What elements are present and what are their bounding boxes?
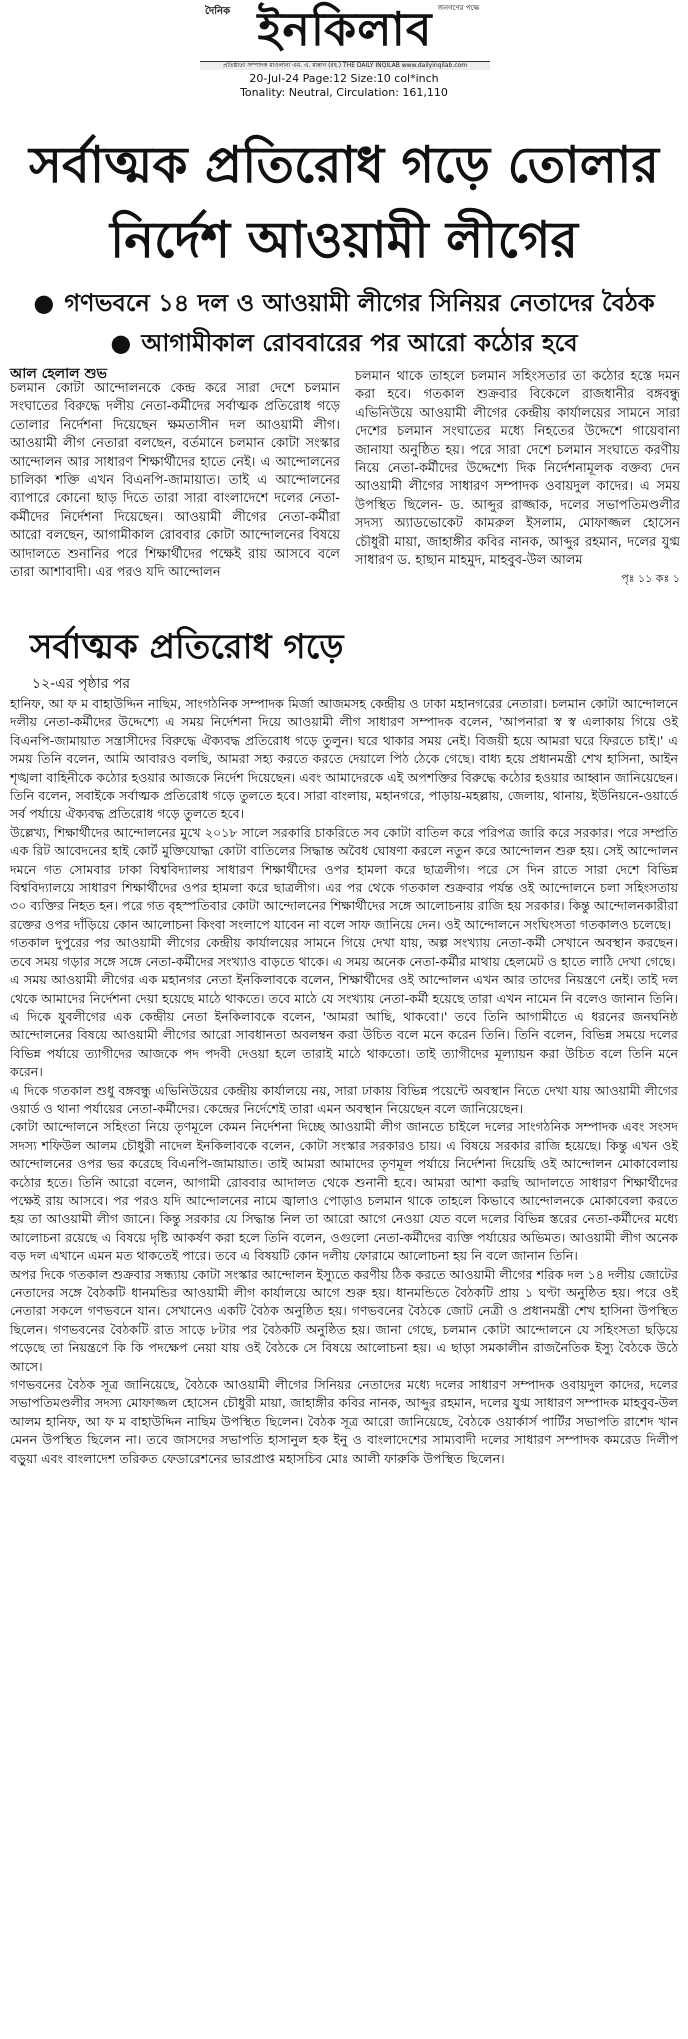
article-column-left [10,380,340,582]
clip-meta-tonality: Tonality: Neutral, Circulation: 161,110 [240,86,448,99]
article-paragraph: চলমান কোটা আন্দোলনকে কেন্দ্র করে সারা দেশে চলমান সংঘাতের বিরুদ্ধে দলীয় নেতা-কর্মীদের সর্বাত্মক প্রতিরোধ গড়ে তোলার নির্দেশনা দিয়েছেন ক্ষমতাসীন দল আওয়ামী লীগ। আওয়ামী লীগ নেতারা বলছেন, বর্তমানে চলমান কোটা সংস্কার আন্দোলন আর সাধারণ শিক্ষার্থীদের হাতে নেই। এ আন্দোলনের চালিকা শক্তি এখন বিএনপি-জামায়াত। তাই এ আন্দোলনের ব্যাপারে কোনো ছাড় দিতে তারা সারা বাংলাদেশে দলের নেতা-কর্মীদের নির্দেশনা দিয়েছেন। আওয়ামী লীগের নেতা-কর্মীরা আরো বলছেন, আগামীকাল রোববার কোটা আন্দোলনের বিষয়ে আদালতে শুনানির পরে শিক্ষার্থীদের পক্ষেই রায় আসবে বলে তারা আশাবাদী। এর পরও যদি আন্দোলন [10,381,340,581]
bullet-icon: ● [110,329,132,357]
article-paragraph: চলমান থাকে তাহলে চলমান সহিংসতার তা কঠোর হস্তে দমন করা হবে। গতকাল শুক্রবার বিকেলে রাজধানীর বঙ্গবন্ধু এভিনিউয়ে আওয়ামী লীগের কেন্দ্রীয় কার্যালয়ের সামনে সারা দেশের চলমান সংঘাতের মধ্যে নিহতের উদ্দেশে গায়েবানা জানাযা অনুষ্ঠিত হয়। পরে সারা দেশে চলমান সংঘাতে করণীয় নিয়ে নেতা-কর্মীদের উদ্দেশ্যে দিক নির্দেশনামূলক বক্তব্য দেন আওয়ামী লীগের সাধারণ সম্পাদক ওবায়দুল কাদের। এ সময় উপস্থিত ছিলেন- ড. আব্দুর রাজ্জাক, দলের সভাপতিমণ্ডলীর সদস্য অ্যাডভোকেট কামরুল ইসলাম, মোফাজ্জল হোসেন চৌধুরী মায়া, জাহাঙ্গীর কবির নানক, আব্দুর রহমান, দলের যুগ্ম সাধারণ ড. হাছান মাহমুদ, মাহবুব-উল আলম [355,369,680,569]
headline-line-2: নির্দেশ আওয়ামী লীগের [110,210,578,269]
subheadline-1-text: গণভবনে ১৪ দল ও আওয়ামী লীগের সিনিয়র নেতাদের বৈঠক [64,289,655,317]
body-paragraph: এ দিকে গতকাল শুধু বঙ্গবন্ধু এভিনিউয়ের কেন্দ্রীয় কার্যালয়ে নয়, সারা ঢাকায় বিভিন্ন পয়েন্টে অবস্থান নিতে দেখা যায় আওয়ামী লীগের ওয়ার্ড ও থানা পর্যায়ের নেতা-কর্মীদের। কেন্দ্রের নির্দেশেই তারা এমন অবস্থান নিয়েছেন বলে জানিয়েছেন। [10,1082,678,1116]
subheadline-2 [0,327,688,359]
byline: আল হেলাল শুভ [10,366,107,382]
body-paragraph: কোটা আন্দোলনে সহিংতা নিয়ে তৃণমূলে কেমন নির্দেশনা দিচ্ছে আওয়ামী লীগ জানতে চাইলে দলের সাংগঠনিক সম্পাদক এবং সংসদ সদস্য শফিউল আলম চৌধুরী নাদেল ইনকিলাবকে বলেন, কোটা সংস্কার সরকারও চায়। এ বিষয়ে সরকার রাজি হয়েছে। কিন্তু এখন ওই আন্দোলনের ওপর ভর করেছে বিএনপি-জামায়াত। তাই আমরা আমাদের তৃণমূল পর্যায়ে নির্দেশনা দিয়েছি ওই আন্দোলন মোকাবেলায় কঠোর হতে। তিনি আরো বলেন, আগামী রোববার আদালত থেকে শুনানী হবে। আমরা আশা করছি আদালতে সাধারণ শিক্ষার্থীদের পক্ষেই রায় আসবে। পর পরও যদি আন্দোলনের নামে জ্বালাও পোড়াও চলমান থাকে তাহলে কিভাবে আন্দোলনকে মোকাবেলা করতে হয় তা আওয়ামী লীগ জানে। কিন্তু সরকার যে সিদ্ধান্ত নিল তা আরো আগে নেওয়া যেত বলে দলের বিভিন্ন স্তরের নেতা-কর্মীদের মধ্যে আলোচনা রয়েছে এ বিষয়ে দৃষ্টি আকর্ষণ করা হলে তিনি বলেন, ওগুলো নেতা-কর্মীদের ব্যক্তি পর্যায়ের অভিমত। আওয়ামী লীগ অনেক বড় দল এখানে এমন মত থাকতেই পারে। তবে এ বিষয়টি কোন দলীয় ফোরামে আলোচনা হয় নি বলে জানান তিনি। [10,1119,678,1264]
logo-band: প্রতিষ্ঠাতা সম্পাদক মাওলানা এম. এ. মান্নান (রহ.) THE DAILY INQILAB www.dailyinqilab.com [200,61,490,70]
masthead [0,0,688,110]
continuation-reference: পৃঃ ১১ কঃ ১ [621,572,680,586]
logo-title: ইনকিলাব [257,2,433,56]
continuation-headline: সর্বাত্মক প্রতিরোধ গড়ে [30,627,344,667]
body-paragraph: গণভবনের বৈঠক সূত্র জানিয়েছে, বৈঠকে আওয়ামী লীগের সিনিয়র নেতাদের মধ্যে দলের সাধারণ সম্পাদক ওবায়দুল কাদের, দলের সভাপতিমণ্ডলীর সদস্য মোফাজ্জল হোসেন চৌধুরী মায়া, জাহাঙ্গীর কবির নানক, আব্দুর রহমান, দলের যুগ্ম সাধারণ সম্পাদক মাহবুব-উল আলম হানিফ, আ ফ ম বাহাউদ্দিন নাছিম উপস্থিত ছিলেন। বৈঠক সূত্র আরো জানিয়েছে, বৈঠকে ওয়ার্কার্স পার্টির সভাপতি রাশেদ খান মেনন উপস্থিত ছিলেন না। তবে জাসদের সভাপতি হাসানুল হক ইনু ও বাংলাদেশের সাম্যবাদী দলের সাধারণ সম্পাদক কমরেড দিলীপ বড়ুয়া এবং বাংলাদেশ তরিকত ফেডারেশনের ভারপ্রাপ্ত মহাসচিব মোঃ আলী ফারুকি উপস্থিত ছিলেন। [10,1377,678,1466]
logo-tagline: জনগণের পক্ষে [437,4,479,12]
body-paragraph: এ সময় আওয়ামী লীগের এক মহানগর নেতা ইনকিলাবকে বলেন, শিক্ষার্থীদের ওই আন্দোলন এখন আর তাদের নিয়ন্ত্রণে নেই। তাই দল থেকে আমাদের নির্দেশনা দেয়া হয়েছে মাঠে থাকতে। তবে মাঠে যে সংখ্যায় নেতা-কর্মী হয়েছে তারা এখন নামেন নি বলেও জানান তিনি। এ দিকে যুবলীগের এক কেন্দ্রীয় নেতা ইনকিলাবকে বলেন, 'আমরা আছি, থাকবো।' তবে তিনি আগামীতে এ ধরনের জনঘনিষ্ঠ আন্দোলনের বিষয়ে আওয়ামী লীগের আরো সাবধানতা অবলম্বন করা উচিত বলে মনে করেন তিনি। তিনি বলেন, বিভিন্ন সময়ে দলের বিভিন্ন পর্যায়ে ত্যাগীদের আজকে পদ পদবী দেওয়া হলে তারাই মাঠে থাকতো। তাই ত্যাগীদের মূল্যায়ন করা উচিত বলে তিনি মনে করেন। [10,972,678,1080]
body-paragraph: উল্লেখ্য, শিক্ষার্থীদের আন্দোলনের মুখে ২০১৮ সালে সরকারি চাকরিতে সব কোটা বাতিল করে পরিপত্র জারি করে সরকার। পরে সম্প্রতি এক রিট আবেদনের হাই কোর্ট মুক্তিযোদ্ধা কোটা বাতিলের সিদ্ধান্ত অবৈধ ঘোষণা করলে নতুন করে আন্দোলন শুরু হয়। সেই আন্দোলন দমনে গত সোমবার ঢাকা বিশ্ববিদ্যালয় সাধারণ শিক্ষার্থীদের ওপর হামলা করে ছাত্রলীগ। পরে সে দিন রাতে সারা দেশে বিভিন্ন বিশ্ববিদ্যালয়ে সাধারণ শিক্ষার্থীদের ওপর হামলা করে ছাত্রলীগ। এর পর থেকে গতকাল শুক্রবার পর্যন্ত ওই আন্দোলনে চলা সহিংসতায় ৩০ ব্যক্তির নিহত হন। পরে গত বৃহস্পতিবার কোটা আন্দোলনের শিক্ষার্থীদের সঙ্গে আলোচনায় রাজি হয় সরকার। কিন্তু আন্দোলনকারীরা রক্তের ওপর দাঁড়িয়ে কোন আলোচনা কিংবা সংলাপে যাবেন না বলে সাফ জানিয়ে দেন। ওই আন্দোলনে সংঘিংসতা গতকালও চলেছে। [10,824,678,932]
logo-kicker: দৈনিক [205,6,231,17]
subheadline-1 [0,287,688,319]
clip-meta-date-page: 20-Jul-24 Page:12 Size:10 col*inch [249,72,439,85]
newspaper-logo [205,0,485,62]
headline-line-1: সর্বাত্মক প্রতিরোধ গড়ে তোলার [28,135,660,194]
body-paragraph: অপর দিকে গতকাল শুক্রবার সন্ধ্যায় কোটা সংস্কার আন্দোলন ইস্যুতে করণীয় ঠিক করতে আওয়ামী লীগের শরিক দল ১৪ দলীয় জোটের নেতাদের সঙ্গে বৈঠকটি ধানমন্ডির আওয়ামী লীগ কার্যালয়ে আগে শুরু হয়। ধানমন্ডিতে বৈঠকটি প্রায় ১ ঘণ্টা অনুষ্ঠিত হয়। পরে ওই নেতারা সকলে গণভবনে যান। সেখানেও একটি বৈঠক অনুষ্ঠিত হয়। গণভবনের বৈঠকে জোট নেত্রী ও প্রধানমন্ত্রী শেখ হাসিনা উপস্থিত ছিলেন। গণভবনের বৈঠকটি রাত সাড়ে ৮টার পর বৈঠকটি অনুষ্ঠিত হয়। জানা গেছে, চলমান কোটা আন্দোলনে যে সহিংসতা ছড়িয়ে পড়েছে তা নিয়ন্ত্রণে কি কি পদক্ষেপ নেয়া যায় ওই বৈঠকে সে বিষয়ে আলোচনা হয়। এ ছাড়া সমকালীন রাজনৈতিক ইস্যু বৈঠকে উঠে আসে। [10,1266,678,1374]
article-column-right [355,368,680,589]
subheadline-2-text: আগামীকাল রোববারের পর আরো কঠোর হবে [141,329,578,357]
bullet-icon: ● [33,289,55,317]
body-paragraph: গতকাল দুপুরের পর আওয়ামী লীগের কেন্দ্রীয় কার্যালয়ের সামনে গিয়ে দেখা যায়, অল্প সংখ্যায় নেতা-কর্মী সেখানে অবস্থান করছেন। তবে সময় গড়ার সঙ্গে সঙ্গে নেতা-কর্মীদের সংখ্যাও বাড়তে থাকে। এ সময় অনেক নেতা-কর্মীর মাথায় হেলমেট ও হাতে লাঠি দেখা গেছে। [10,935,678,969]
continuation-body [10,695,678,1468]
continuation-source: ১২-এর পৃষ্ঠার পর [32,676,131,692]
body-paragraph: হানিফ, আ ফ ম বাহাউদ্দিন নাছিম, সাংগঠনিক সম্পাদক মির্জা আজমসহ কেন্দ্রীয় ও ঢাকা মহানগরের নেতারা। চলমান কোটা আন্দোলনে দলীয় নেতা-কর্মীদের উদ্দেশ্যে এ সময় নির্দেশনা দিয়ে আওয়ামী লীগ সাধারণ সম্পাদক বলেন, 'আপনারা স্ব স্ব এলাকায় গিয়ে ওই বিএনপি-জামায়াত সন্ত্রাসীদের বিরুদ্ধে ঐক্যবদ্ধ প্রতিরোধ গড়ে তুলুন। ঘরে থাকার সময় নেই। বিজয়ী হয়ে আমরা ঘরে ফিরতে চাই।' এ সময় তিনি বলেন, আমি আবারও বলছি, আমরা সহ্য করতে করতে দেয়ালে পিঠ ঠেকে গেছে। বাধ্য হয়ে প্রধানমন্ত্রী শেখ হাসিনা, আইন শৃঙ্খলা বাহিনীকে কঠোর হওয়ার আজকে নির্দেশ দিয়েছেন। এবং আমাদেরকে এই অপশক্তির বিরুদ্ধে কঠোর হওয়ার আহ্বান জানিয়েছেন। তিনি বলেন, সবাইকে সর্বাত্মক প্রতিরোধ গড়ে তুলতে হবে। সারা বাংলায়, মহানগরে, পাড়ায়-মহল্লায়, জেলায়, থানায়, ইউনিয়নে-ওয়ার্ডে সর্ব পর্যায়ে ঐক্যবদ্ধ প্রতিরোধ গড়ে তুলতে হবে। [10,696,678,822]
